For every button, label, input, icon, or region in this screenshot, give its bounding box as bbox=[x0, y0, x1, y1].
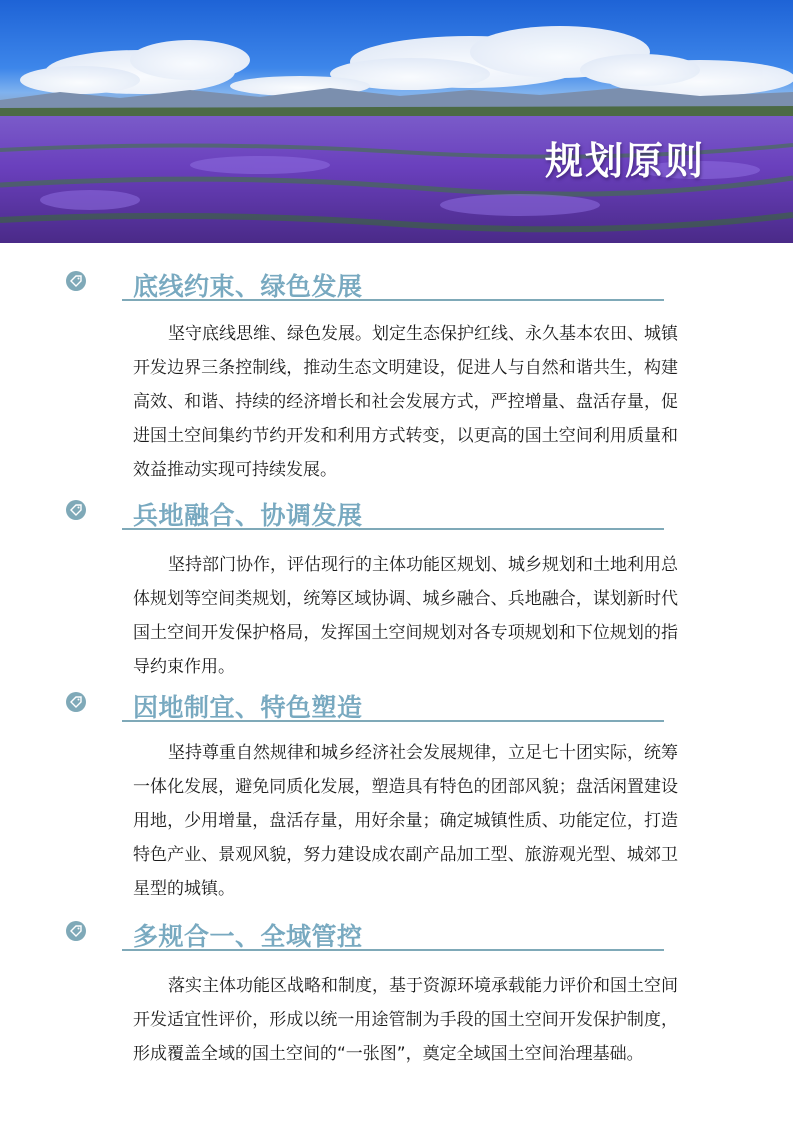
section-header bbox=[0, 498, 793, 538]
tag-icon bbox=[66, 692, 86, 712]
section-body: 坚持部门协作，评估现行的主体功能区规划、城乡规划和土地利用总体规划等空间类规划，统筹区域协调、城乡融合、兵地融合，谋划新时代国土空间开发保护格局，发挥国土空间规划对各专项规划和下位规划的指导约束作用。 bbox=[133, 555, 678, 677]
section-divider bbox=[122, 528, 664, 530]
section-title: 底线约束、绿色发展 bbox=[133, 272, 363, 301]
section-divider bbox=[122, 720, 664, 722]
section-title: 兵地融合、协调发展 bbox=[133, 501, 363, 530]
section-header bbox=[0, 269, 793, 309]
section-title: 因地制宜、特色塑造 bbox=[133, 693, 363, 722]
header-banner bbox=[0, 0, 793, 243]
tag-icon bbox=[66, 500, 86, 520]
section-body: 落实主体功能区战略和制度，基于资源环境承载能力评价和国土空间开发适宜性评价，形成以统一用途管制为手段的国土空间开发保护制度，形成覆盖全域的国土空间的“一张图”，奠定全域国土空间治理基础。 bbox=[133, 976, 678, 1064]
section-divider bbox=[122, 949, 664, 951]
page-title: 规划原则 bbox=[544, 139, 705, 183]
section-body: 坚持尊重自然规律和城乡经济社会发展规律，立足七十团实际，统筹一体化发展，避免同质化发展，塑造具有特色的团部风貌；盘活闲置建设用地，少用增量，盘活存量，用好余量；确定城镇性质、功能定位，打造特色产业、景观风貌，努力建设成农副产品加工型、旅游观光型、城郊卫星型的城镇。 bbox=[133, 743, 678, 899]
section-title: 多规合一、全域管控 bbox=[133, 922, 363, 951]
tag-icon bbox=[66, 921, 86, 941]
section-divider bbox=[122, 299, 664, 301]
section-header bbox=[0, 919, 793, 959]
section-body: 坚守底线思维、绿色发展。划定生态保护红线、永久基本农田、城镇开发边界三条控制线，推动生态文明建设，促进人与自然和谐共生，构建高效、和谐、持续的经济增长和社会发展方式，严控增量、盘活存量，促进国土空间集约节约开发和利用方式转变，以更高的国土空间利用质量和效益推动实现可持续发展。 bbox=[133, 324, 678, 480]
lavender-field-image bbox=[0, 0, 793, 243]
tag-icon bbox=[66, 271, 86, 291]
section-header bbox=[0, 690, 793, 730]
